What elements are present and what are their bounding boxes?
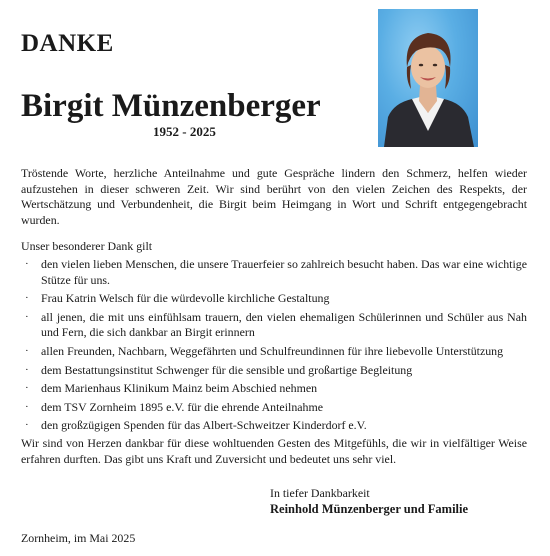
signature-name: Reinhold Münzenberger und Familie xyxy=(270,502,469,516)
bullet-icon: · xyxy=(25,344,29,357)
signature-intro: In tiefer Dankbarkeit xyxy=(270,486,370,500)
heading: DANKE xyxy=(21,30,114,57)
deceased-name: Birgit Münzenberger xyxy=(21,88,321,124)
thanks-intro: Unser besonderer Dank gilt xyxy=(21,239,153,253)
bullet-icon: · xyxy=(25,363,29,376)
list-item: · den großzügigen Spenden für das Albert-Schweitzer Kinderdorf e.V. xyxy=(25,418,367,433)
life-years: 1952 - 2025 xyxy=(153,124,216,139)
place-date: Zornheim, im Mai 2025 xyxy=(21,531,136,545)
portrait-icon xyxy=(378,9,478,147)
closing-paragraph: Wir sind von Herzen dankbar für diese wohltuenden Gesten des Mitgefühls, die wir in vielfältiger Weise erfahren durften. Das gibt uns Kraft und Zuversicht und bedeutet uns sehr viel. xyxy=(21,436,527,466)
bullet-icon: · xyxy=(25,292,29,305)
list-item: · dem Marienhaus Klinikum Mainz beim Abschied nehmen xyxy=(25,381,318,396)
list-item: · Frau Katrin Welsch für die würdevolle kirchliche Gestaltung xyxy=(25,291,330,306)
list-item: · allen Freunden, Nachbarn, Weggefährten und Schulfreundinnen für ihre liebevolle Unterstützung xyxy=(25,343,504,358)
thanks-paragraph: Tröstende Worte, herzliche Anteilnahme und gute Gespräche lindern den Schmerz, helfen wieder aufzustehen in dieser schweren Zeit. Wir sind berührt von den vielen Zeichen des Respekts, der Wertschätzung und Verbundenheit, die Birgit beim Heimgang in Wort und Schrift entgegengebracht wurden. xyxy=(21,166,527,227)
list-item: · dem Bestattungsinstitut Schwenger für die sensible und großartige Begleitung xyxy=(25,362,413,377)
thanks-list xyxy=(21,257,527,437)
bullet-icon: · xyxy=(25,419,29,432)
bullet-icon: · xyxy=(25,258,29,270)
list-item: · dem TSV Zornheim 1895 e.V. für die ehrende Anteilnahme xyxy=(25,399,324,414)
list-item: · all jenen, die mit uns einfühlsam trauern, den vielen ehemaligen Schülerinnen und Schüler aus Nah und Fern, die sich dankbar an Birgit erinnern xyxy=(25,309,527,340)
portrait-photo xyxy=(378,9,478,147)
bullet-icon: · xyxy=(25,400,29,413)
bullet-icon: · xyxy=(25,382,29,395)
bullet-icon: · xyxy=(25,310,29,323)
list-item: · den vielen lieben Menschen, die unsere Trauerfeier so zahlreich besucht haben. Das war eine wichtige Stütze für uns. xyxy=(25,257,528,287)
